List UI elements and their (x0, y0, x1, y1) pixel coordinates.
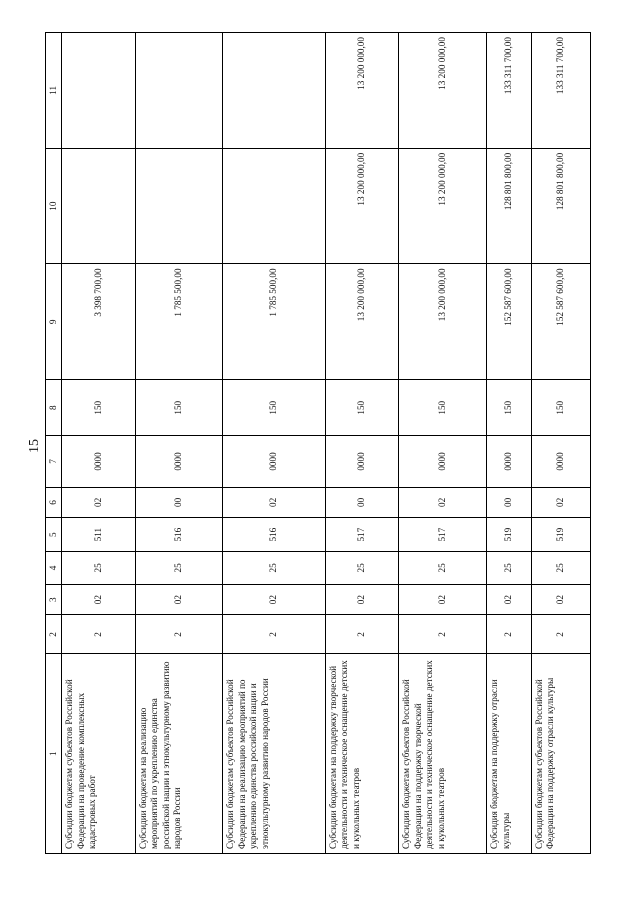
cell-col-10: 13 200 000,00 (325, 148, 399, 264)
cell-col-10: 128 801 800,00 (487, 148, 532, 264)
cell-col-8: 150 (62, 380, 136, 436)
cell-col-6: 02 (62, 487, 136, 518)
column-header: 10 (46, 148, 62, 264)
cell-col-9: 1 785 500,00 (223, 264, 325, 380)
cell-col-2: 2 (135, 615, 223, 654)
cell-col-4: 25 (135, 552, 223, 585)
column-header: 11 (46, 33, 62, 149)
cell-col-11: 13 200 000,00 (325, 33, 399, 149)
cell-col-10 (62, 148, 136, 264)
column-header: 2 (46, 615, 62, 654)
cell-col-3: 02 (325, 584, 399, 615)
table-header-row (46, 33, 62, 854)
row-name: Субсидии бюджетам на поддержку творческой деятельности и техническое оснащение детских и кукольных театров (325, 654, 399, 854)
cell-col-2: 2 (531, 615, 590, 654)
column-header: 6 (46, 487, 62, 518)
cell-col-5: 516 (135, 518, 223, 552)
row-name: Субсидии бюджетам субъектов Российской Федерации на поддержку творческой деятельности и техническое оснащение детских и кукольных театров (399, 654, 487, 854)
cell-col-3: 02 (399, 584, 487, 615)
cell-col-8: 150 (325, 380, 399, 436)
cell-col-11 (223, 33, 325, 149)
cell-col-7: 0000 (223, 436, 325, 487)
cell-col-2: 2 (399, 615, 487, 654)
cell-col-11 (62, 33, 136, 149)
cell-col-9: 13 200 000,00 (399, 264, 487, 380)
cell-col-11: 13 200 000,00 (399, 33, 487, 149)
cell-col-10: 13 200 000,00 (399, 148, 487, 264)
row-name: Субсидии бюджетам на реализацию мероприятий по укреплению единства российской нации и этнокультурному развитию народов России (135, 654, 223, 854)
table-row (399, 33, 487, 854)
column-header: 3 (46, 584, 62, 615)
cell-col-4: 25 (531, 552, 590, 585)
column-header: 1 (46, 654, 62, 854)
cell-col-7: 0000 (399, 436, 487, 487)
cell-col-10: 128 801 800,00 (531, 148, 590, 264)
cell-col-6: 02 (531, 487, 590, 518)
table-row (325, 33, 399, 854)
cell-col-5: 517 (399, 518, 487, 552)
column-header: 7 (46, 436, 62, 487)
cell-col-5: 516 (223, 518, 325, 552)
cell-col-7: 0000 (325, 436, 399, 487)
cell-col-11 (135, 33, 223, 149)
table-row (62, 33, 136, 854)
cell-col-7: 0000 (531, 436, 590, 487)
cell-col-9: 1 785 500,00 (135, 264, 223, 380)
cell-col-9: 13 200 000,00 (325, 264, 399, 380)
budget-table (45, 32, 591, 854)
cell-col-6: 02 (399, 487, 487, 518)
cell-col-3: 02 (135, 584, 223, 615)
cell-col-5: 511 (62, 518, 136, 552)
cell-col-4: 25 (487, 552, 532, 585)
cell-col-5: 519 (487, 518, 532, 552)
row-name: Субсидии бюджетам субъектов Российской Федерации на реализацию мероприятий по укреплению единства российской нации и этнокультурному развитию народов России (223, 654, 325, 854)
cell-col-6: 02 (223, 487, 325, 518)
cell-col-8: 150 (531, 380, 590, 436)
table-row (223, 33, 325, 854)
cell-col-8: 150 (487, 380, 532, 436)
column-header: 4 (46, 552, 62, 585)
cell-col-8: 150 (223, 380, 325, 436)
cell-col-6: 00 (135, 487, 223, 518)
cell-col-3: 02 (62, 584, 136, 615)
cell-col-8: 150 (135, 380, 223, 436)
cell-col-10 (223, 148, 325, 264)
row-name: Субсидии бюджетам субъектов Российской Федерации на проведение комплексных кадастровых работ (62, 654, 136, 854)
cell-col-3: 02 (531, 584, 590, 615)
cell-col-11: 133 311 700,00 (487, 33, 532, 149)
cell-col-5: 517 (325, 518, 399, 552)
rotated-table-container (45, 32, 591, 854)
page-number: 15 (27, 439, 42, 453)
cell-col-2: 2 (223, 615, 325, 654)
table-row (487, 33, 532, 854)
column-header: 9 (46, 264, 62, 380)
table-row (531, 33, 590, 854)
cell-col-7: 0000 (135, 436, 223, 487)
cell-col-6: 00 (325, 487, 399, 518)
cell-col-5: 519 (531, 518, 590, 552)
cell-col-9: 152 587 600,00 (487, 264, 532, 380)
cell-col-7: 0000 (62, 436, 136, 487)
cell-col-6: 00 (487, 487, 532, 518)
cell-col-4: 25 (399, 552, 487, 585)
column-header: 5 (46, 518, 62, 552)
cell-col-9: 3 398 700,00 (62, 264, 136, 380)
cell-col-4: 25 (223, 552, 325, 585)
cell-col-9: 152 587 600,00 (531, 264, 590, 380)
cell-col-2: 2 (487, 615, 532, 654)
cell-col-4: 25 (62, 552, 136, 585)
row-name: Субсидия бюджетам на поддержку отрасли культуры (487, 654, 532, 854)
table-wrapper (45, 32, 640, 849)
column-header: 8 (46, 380, 62, 436)
cell-col-3: 02 (223, 584, 325, 615)
cell-col-7: 0000 (487, 436, 532, 487)
cell-col-2: 2 (62, 615, 136, 654)
cell-col-11: 133 311 700,00 (531, 33, 590, 149)
cell-col-2: 2 (325, 615, 399, 654)
cell-col-4: 25 (325, 552, 399, 585)
cell-col-8: 150 (399, 380, 487, 436)
cell-col-10 (135, 148, 223, 264)
row-name: Субсидии бюджетам субъектов Российской Федерации на поддержку отрасли культуры (531, 654, 590, 854)
cell-col-3: 02 (487, 584, 532, 615)
table-row (135, 33, 223, 854)
